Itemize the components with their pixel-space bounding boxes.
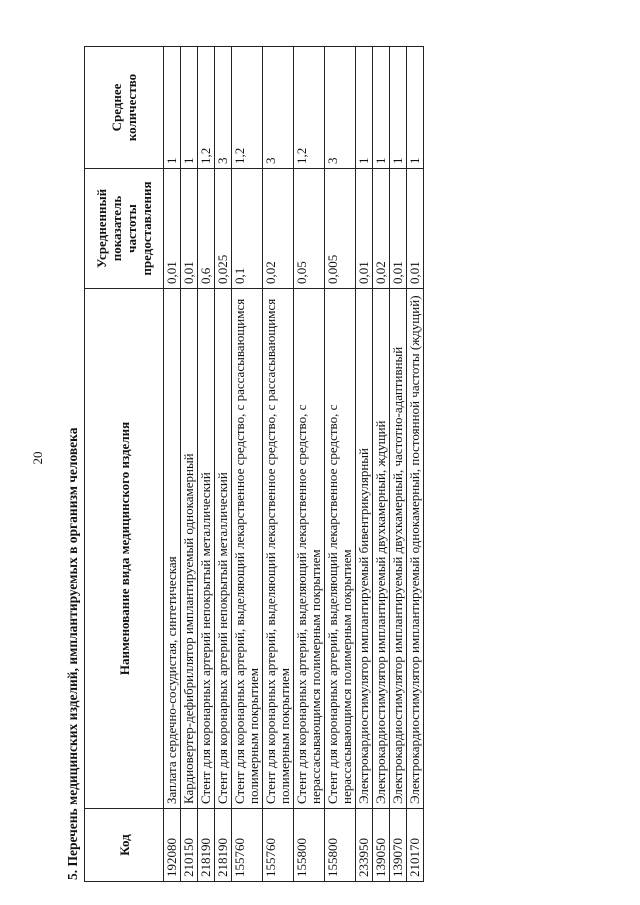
cell-name: Стент для коронарных артерий непокрытый металлический — [215, 289, 232, 809]
cell-avg: 1 — [356, 47, 373, 169]
cell-freq: 0,01 — [356, 169, 373, 289]
cell-freq: 0,01 — [390, 169, 407, 289]
table-row — [294, 47, 325, 882]
cell-freq: 0,025 — [215, 169, 232, 289]
cell-code: 155800 — [294, 809, 325, 882]
table-row — [356, 47, 373, 882]
table-row — [164, 47, 181, 882]
cell-code: 155760 — [263, 809, 294, 882]
cell-name: Электрокардиостимулятор имплантируемый двухкамерный, ждущий — [373, 289, 390, 809]
table-row — [215, 47, 232, 882]
cell-freq: 0,005 — [325, 169, 356, 289]
cell-avg: 1 — [164, 47, 181, 169]
cell-name: Стент для коронарных артерий, выделяющий лекарственное средство, с нерассасывающимся полимерным покрытием — [294, 289, 325, 809]
table-row — [390, 47, 407, 882]
table-row — [373, 47, 390, 882]
cell-name: Заплата сердечно-сосудистая, синтетическая — [164, 289, 181, 809]
cell-code: 218190 — [198, 809, 215, 882]
cell-code: 210150 — [181, 809, 198, 882]
cell-code: 192080 — [164, 809, 181, 882]
cell-avg: 3 — [215, 47, 232, 169]
table-body — [164, 47, 424, 882]
cell-avg: 1,2 — [294, 47, 325, 169]
cell-avg: 3 — [263, 47, 294, 169]
cell-avg: 3 — [325, 47, 356, 169]
cell-code: 139050 — [373, 809, 390, 882]
cell-freq: 0,01 — [164, 169, 181, 289]
cell-freq: 0,02 — [263, 169, 294, 289]
cell-avg: 1 — [390, 47, 407, 169]
cell-freq: 0,01 — [181, 169, 198, 289]
cell-code: 155800 — [325, 809, 356, 882]
cell-name: Стент для коронарных артерий, выделяющий лекарственное средство, с нерассасывающимся полимерным покрытием — [325, 289, 356, 809]
header-code: Код — [85, 809, 164, 882]
cell-code: 155760 — [232, 809, 263, 882]
table-row — [407, 47, 424, 882]
cell-avg: 1 — [373, 47, 390, 169]
page-number: 20 — [30, 451, 45, 465]
header-avg: Среднее количество — [85, 47, 164, 169]
cell-freq: 0,6 — [198, 169, 215, 289]
header-name: Наименование вида медицинского изделия — [85, 289, 164, 809]
cell-avg: 1 — [407, 47, 424, 169]
table-row — [263, 47, 294, 882]
cell-name: Стент для коронарных артерий, выделяющий лекарственное средство, с рассасывающимся полимерным покрытием — [232, 289, 263, 809]
rotated-content — [62, 47, 580, 882]
cell-freq: 0,1 — [232, 169, 263, 289]
cell-name: Электрокардиостимулятор имплантируемый бивентрикулярный — [356, 289, 373, 809]
header-freq: Усредненный показатель частоты предоставления — [85, 169, 164, 289]
cell-name: Электрокардиостимулятор имплантируемый однокамерный, постоянной частоты (ждущий) — [407, 289, 424, 809]
cell-code: 218190 — [215, 809, 232, 882]
cell-freq: 0,05 — [294, 169, 325, 289]
cell-avg: 1,2 — [198, 47, 215, 169]
medical-devices-table — [84, 46, 424, 882]
cell-name: Стент для коронарных артерий непокрытый металлический — [198, 289, 215, 809]
cell-avg: 1 — [181, 47, 198, 169]
cell-name: Кардиовертер-дефибриллятор имплантируемый однокамерный — [181, 289, 198, 809]
cell-code: 210170 — [407, 809, 424, 882]
cell-avg: 1,2 — [232, 47, 263, 169]
table-row — [198, 47, 215, 882]
cell-name: Стент для коронарных артерий, выделяющий лекарственное средство, с рассасывающимся полимерным покрытием — [263, 289, 294, 809]
table-row — [325, 47, 356, 882]
table-row — [181, 47, 198, 882]
table-row — [232, 47, 263, 882]
cell-code: 139070 — [390, 809, 407, 882]
cell-code: 233950 — [356, 809, 373, 882]
section-title: 5. Перечень медицинских изделий, имплантируемых в организм человека — [65, 427, 80, 880]
table-header-row — [85, 47, 164, 882]
cell-name: Электрокардиостимулятор имплантируемый двухкамерный, частотно-адаптивный — [390, 289, 407, 809]
cell-freq: 0,02 — [373, 169, 390, 289]
cell-freq: 0,01 — [407, 169, 424, 289]
